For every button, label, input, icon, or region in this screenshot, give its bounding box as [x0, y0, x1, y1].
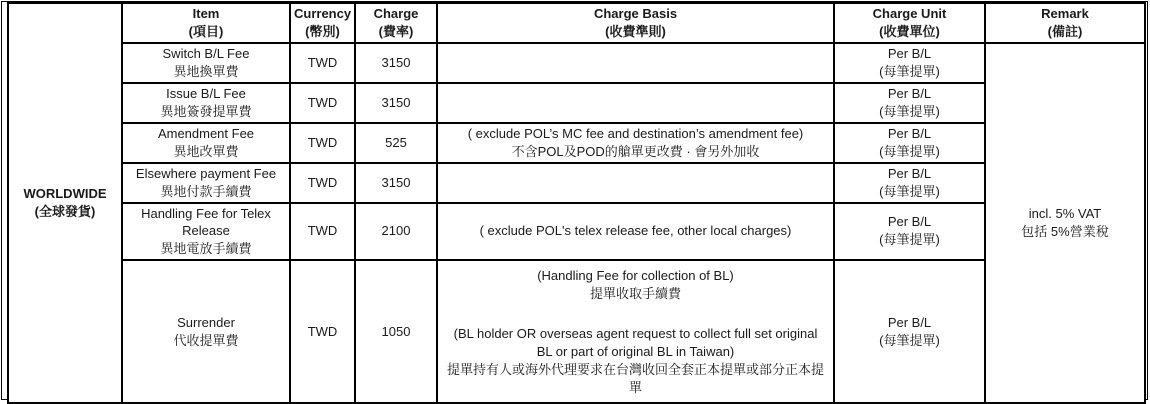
charge-basis-cell: [437, 43, 834, 83]
table-row-elsewhere-payment-fee: [8, 163, 1145, 203]
charge-basis-cell: [437, 123, 834, 163]
currency-cell: TWD: [290, 123, 355, 163]
table-row-amendment-fee: [8, 123, 1145, 163]
region-cell: [8, 3, 122, 403]
header-remark-zh: (備註): [1047, 24, 1083, 39]
header-item-en: Item: [192, 6, 220, 22]
table-row-switch-bl-fee: [8, 43, 1145, 83]
header-remark-en: Remark: [1041, 6, 1089, 22]
item-zh: 異地改單費: [173, 143, 239, 159]
remark-cell: [985, 43, 1145, 403]
item-en: Handling Fee for Telex Release: [141, 205, 271, 239]
item-zh: 異地簽發提單費: [160, 103, 252, 119]
charge-cell: 3150: [355, 43, 437, 83]
charge-basis-cell: [437, 83, 834, 123]
charge-unit-cell: [834, 163, 985, 203]
charge-cell: 2100: [355, 203, 437, 261]
charge-unit-en: Per B/L: [887, 85, 932, 101]
charge-basis-cell: [437, 203, 834, 261]
fee-table: [7, 2, 1146, 404]
item-cell: [122, 163, 290, 203]
currency-cell: TWD: [290, 83, 355, 123]
header-charge-basis-en: Charge Basis: [593, 6, 678, 22]
charge-basis-line: (Handling Fee for collection of BL): [537, 268, 734, 283]
header-row: [8, 3, 1145, 43]
item-en: Surrender: [177, 314, 235, 330]
item-zh: 異地付款手續費: [160, 183, 252, 199]
item-cell: [122, 83, 290, 123]
charge-basis-line: 提單持有人或海外代理要求在台灣收回全套正本提單或部分正本提單: [446, 361, 824, 395]
charge-unit-en: Per B/L: [887, 165, 932, 181]
item-cell: [122, 43, 290, 83]
charge-basis-line: 不含POL及POD的艙單更改費 · 會另外加收: [511, 143, 760, 159]
header-charge-basis-zh: (收費準則): [605, 24, 666, 39]
charge-cell: 1050: [355, 260, 437, 403]
table-row-telex-release-fee: [8, 203, 1145, 261]
item-zh: 異地換單費: [173, 63, 239, 79]
charge-unit-en: Per B/L: [887, 125, 932, 141]
charge-unit-cell: [834, 83, 985, 123]
charge-basis-line: ( exclude POL’s MC fee and destination’s amendment fee): [467, 125, 804, 141]
header-remark: [985, 3, 1145, 43]
item-cell: [122, 260, 290, 403]
currency-cell: TWD: [290, 43, 355, 83]
item-en: Switch B/L Fee: [162, 46, 250, 61]
table-row-surrender-fee: [8, 260, 1145, 403]
item-zh: 異地電放手續費: [160, 241, 252, 257]
charge-cell: 525: [355, 123, 437, 163]
charge-unit-cell: [834, 123, 985, 163]
charge-unit-zh: (每筆提單): [879, 103, 940, 119]
header-item: [122, 3, 290, 43]
header-charge-unit-en: Charge Unit: [872, 6, 947, 22]
charge-unit-zh: (每筆提單): [879, 332, 940, 348]
header-charge-unit-zh: (收費單位): [879, 24, 940, 39]
charge-basis-line: (BL holder OR overseas agent request to collect full set original BL or part of original BL in Taiwan): [453, 325, 818, 359]
charge-cell: 3150: [355, 163, 437, 203]
charge-unit-en: Per B/L: [887, 214, 932, 230]
charge-unit-zh: (每筆提單): [879, 63, 940, 79]
charge-cell: 3150: [355, 83, 437, 123]
header-item-zh: (項目): [188, 24, 224, 39]
header-charge-basis: [437, 3, 834, 43]
region-name-en: WORLDWIDE: [23, 186, 107, 202]
currency-cell: TWD: [290, 163, 355, 203]
header-charge-unit: [834, 3, 985, 43]
item-en: Elsewhere payment Fee: [135, 165, 277, 181]
charge-unit-cell: [834, 203, 985, 261]
header-currency-zh: (幣別): [305, 24, 340, 39]
charge-basis-cell: [437, 163, 834, 203]
charge-unit-en: Per B/L: [887, 46, 932, 61]
remark-en: incl. 5% VAT: [1028, 206, 1102, 222]
charge-basis-cell: [437, 260, 834, 403]
currency-cell: TWD: [290, 203, 355, 261]
table-row-issue-bl-fee: [8, 83, 1145, 123]
charge-basis-line: 提單收取手續費: [589, 285, 681, 301]
charge-unit-zh: (每筆提單): [879, 183, 940, 199]
charge-unit-zh: (每筆提單): [879, 143, 940, 159]
header-charge-en: Charge: [373, 6, 419, 22]
item-cell: [122, 203, 290, 261]
header-currency: [290, 3, 355, 43]
header-charge: [355, 3, 437, 43]
charge-unit-cell: [834, 260, 985, 403]
item-en: Amendment Fee: [157, 125, 255, 141]
header-currency-en: Currency: [294, 6, 352, 22]
charge-unit-en: Per B/L: [887, 314, 932, 330]
charge-basis-line: ( exclude POL's telex release fee, other local charges): [479, 223, 792, 239]
charge-unit-cell: [834, 43, 985, 83]
header-charge-zh: (費率): [378, 24, 414, 39]
item-zh: 代收提單費: [173, 332, 239, 348]
blank-line: [444, 303, 827, 325]
item-en: Issue B/L Fee: [166, 85, 246, 101]
currency-cell: TWD: [290, 260, 355, 403]
remark-zh: 包括 5%營業稅: [1021, 224, 1109, 240]
region-name-zh: (全球發貨): [34, 204, 96, 220]
item-cell: [122, 123, 290, 163]
charge-unit-zh: (每筆提單): [879, 232, 940, 248]
